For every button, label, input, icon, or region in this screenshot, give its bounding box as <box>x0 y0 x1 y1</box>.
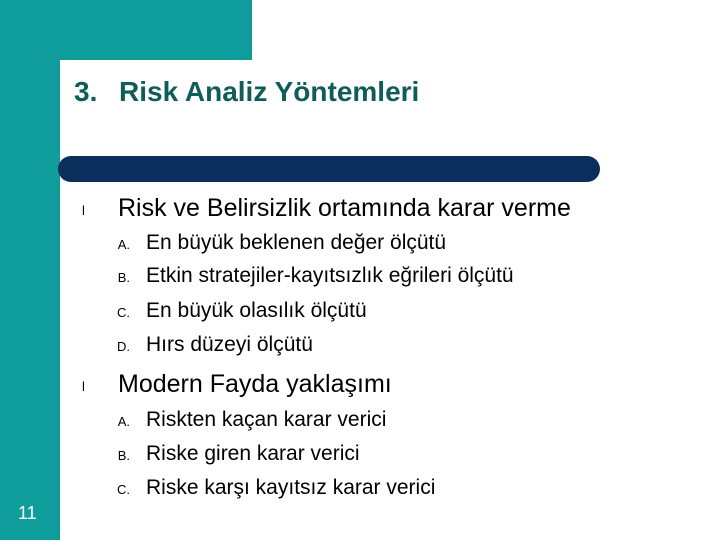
item-letter: C. <box>117 482 130 497</box>
list-item: En büyük olasılık ölçütü <box>146 299 367 322</box>
list-item: Riske karşı kayıtsız karar verici <box>146 476 436 499</box>
title-band <box>60 60 720 156</box>
item-letter: D. <box>117 339 130 354</box>
title-rule <box>58 156 600 182</box>
teal-top-block <box>0 0 252 60</box>
bullet-icon: l <box>82 203 85 218</box>
section-heading-1: Risk ve Belirsizlik ortamında karar verme <box>118 194 571 222</box>
section-heading-2: Modern Fayda yaklaşımı <box>118 370 392 398</box>
title-number: 3. <box>74 76 98 107</box>
list-item: Etkin stratejiler-kayıtsızlık eğrileri ölçütü <box>146 264 514 287</box>
slide-title: Risk Analiz Yöntemleri <box>119 76 420 107</box>
item-letter: B. <box>117 270 130 285</box>
item-letter: A. <box>117 237 130 252</box>
page-number: 11 <box>18 503 37 523</box>
bullet-icon: l <box>82 379 85 394</box>
item-letter: A. <box>117 414 130 429</box>
teal-sidebar <box>0 0 60 540</box>
list-item: En büyük beklenen değer ölçütü <box>146 231 447 254</box>
item-letter: C. <box>117 305 130 320</box>
list-item: Riske giren karar verici <box>146 442 360 465</box>
list-item: Hırs düzeyi ölçütü <box>146 333 313 356</box>
list-item: Riskten kaçan karar verici <box>146 408 387 431</box>
item-letter: B. <box>117 448 130 463</box>
